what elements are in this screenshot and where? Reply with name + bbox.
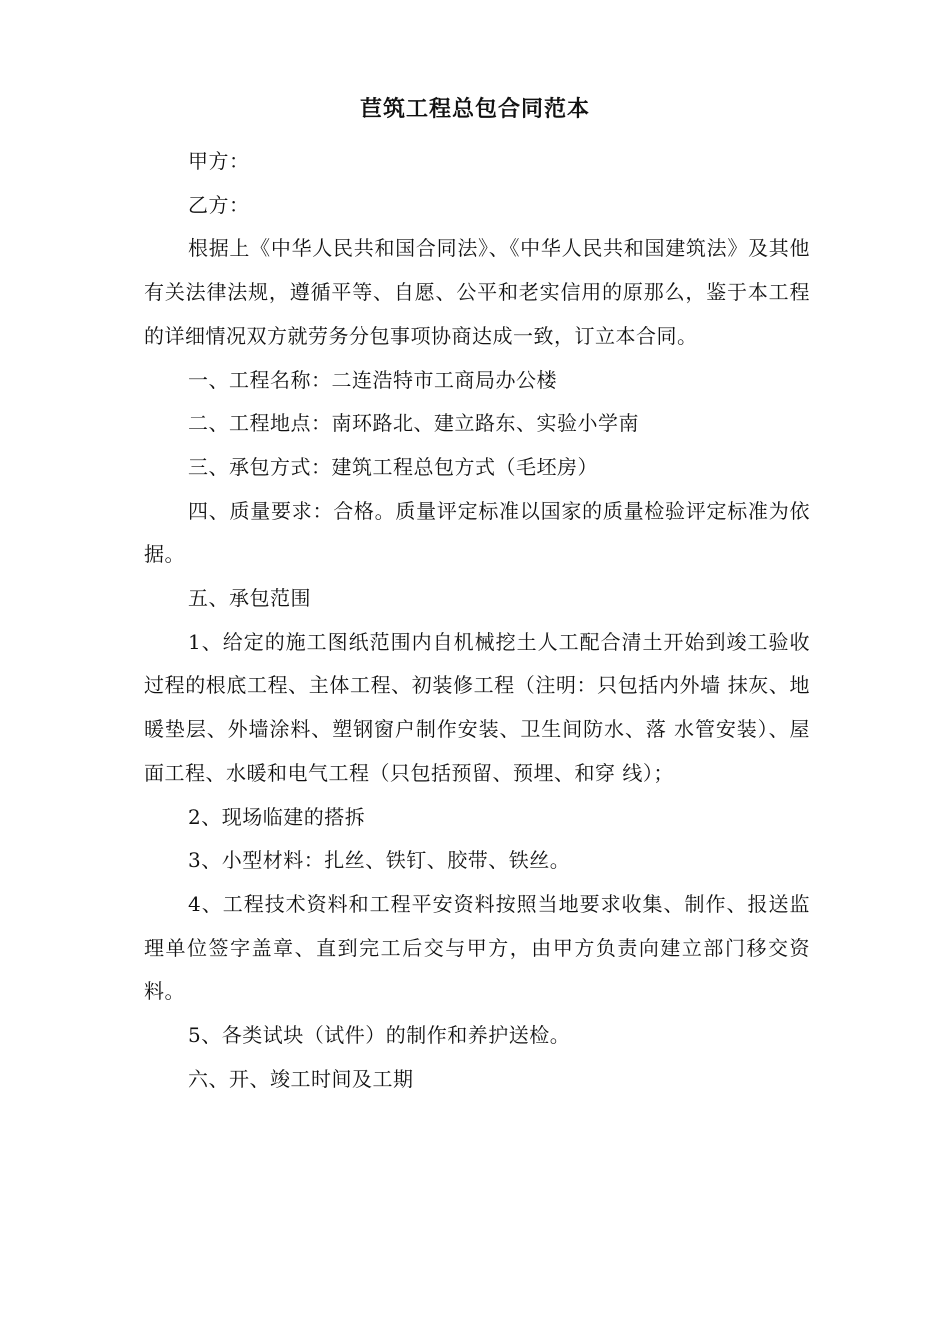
project-name-clause: 一、工程名称：二连浩特市工商局办公楼 [188, 367, 557, 392]
document-title: 苣筑工程总包合同范本 [359, 97, 590, 122]
scope-heading: 五、承包范围 [188, 586, 311, 611]
document-body [144, 140, 810, 1101]
quality-requirement-clause: 四、质量要求：合格。质量评定标准以国家的质量检验评定标准为依据。 [144, 498, 810, 567]
contract-method-clause: 三、承包方式：建筑工程总包方式（毛坯房） [188, 454, 598, 479]
schedule-heading: 六、开、竣工时间及工期 [188, 1066, 414, 1091]
party-b-line: 乙方： [188, 192, 250, 217]
party-a-line: 甲方： [188, 149, 250, 173]
scope-item-2: 2、现场临建的搭拆 [188, 804, 366, 829]
scope-item-5: 5、各类试块（试件）的制作和养护送检。 [188, 1023, 571, 1048]
scope-item-4: 4、工程技术资料和工程平安资料按照当地要求收集、制作、报送监理单位签字盖章、直到完工后交与甲方，由甲方负责向建立部门移交资料。 [144, 891, 810, 1004]
project-location-clause: 二、工程地点：南环路北、建立路东、实验小学南 [188, 411, 639, 436]
scope-item-1: 1、给定的施工图纸范围内自机械挖土人工配合清土开始到竣工验收过程的根底工程、主体工程、初装修工程（注明：只包括内外墙 抹灰、地暖垫层、外墙涂料、塑钢窗户制作安装、卫生间防水、落 水管安装）、屋面工程、水暖和电气工程（只包括预留、预埋、和穿 线）； [144, 629, 810, 785]
scope-item-3: 3、小型材料：扎丝、铁钉、胶带、铁丝。 [188, 848, 571, 873]
preamble-paragraph: 根据上《中华人民共和国合同法》、《中华人民共和国建筑法》及其他有关法律法规，遵循平等、自愿、公平和老实信用的原那么，鉴于本工程的详细情况双方就劳务分包事项协商达成一致，订立本合同。 [144, 236, 810, 348]
